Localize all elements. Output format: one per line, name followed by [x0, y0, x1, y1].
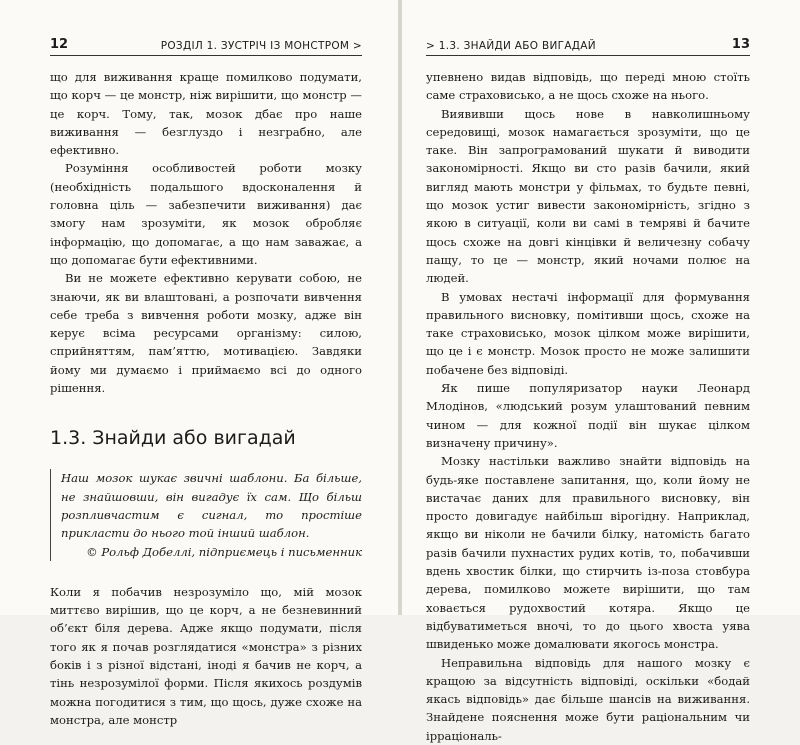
page-number: 12 [50, 37, 69, 52]
paragraph: Коли я побачив незрозуміло що, мій мозок миттєво вирішив, що це корч, а не безневинний об’єкт біля дерева. Адже якщо подумати, після того як я почав розглядатися «монстра» з різних боків і з різної відстані, іноді я бачив не корч, а тінь незрозумілої форми. Після якихось роздумів можна погодитися з тим, що щось, дуже схоже на монстра, але монстр [50, 584, 362, 727]
left-page [0, 0, 398, 727]
epigraph-author: © Рольф Добеллі, підприємець і письменник [86, 544, 362, 559]
right-page [402, 0, 800, 743]
paragraph: що для виживання краще помилково подумати, що корч — це монстр, ніж вирішити, що монстр — це корч. Тому, так, мозок дбає про наше виживання — безглуздо і незграбно, але ефективно. [50, 70, 362, 158]
epigraph [50, 469, 362, 560]
paragraph: упевнено видав відповідь, що переді мною стоїть саме страховисько, а не щось схоже на нього. [426, 70, 750, 103]
section-title: 1.3. Знайди або вигадай [50, 427, 296, 450]
left-page-content [50, 68, 362, 729]
paragraph: В умовах нестачі інформації для формування правильного висновку, помітивши щось, схоже на таке страховисько, мозок цілком може вирішити, що це і є монстр. Мозок просто не може залишити побачене без відповіді. [426, 289, 750, 377]
paragraph: Ви не можете ефективно керувати собою, не знаючи, як ви влаштовані, а розпочати вивчення себе треба з вивчення роботи мозку, адже він керує всіма ресурсами організму: силою, сприйняттям, пам’яттю, мотивацією. Завдяки йому ми думаємо і приймаємо всі до одного рішення. [50, 271, 362, 396]
paragraph: Неправильна відповідь для нашого мозку є кращою за відсутність відповіді, оскільки «бодай якась відповідь» дає більше шансів на виживання. Знайдене пояснення може бути раціональним чи ірраціональ- [426, 655, 750, 743]
right-page-content [426, 68, 750, 745]
running-head: > 1.3. ЗНАЙДИ АБО ВИГАДАЙ [426, 40, 596, 52]
paragraph: Як пише популяризатор науки Леонард Млодінов, «людський розум улаштований певним чином — для кожної події він шукає цілком визначену причину». [426, 381, 750, 450]
page-number: 13 [731, 37, 750, 52]
paragraph: Виявивши щось нове в навколишньому середовищі, мозок намагається зрозуміти, що це таке. Він запрограмований шукати й виводити закономірності. Якщо ви сто разів бачили, який вигляд мають монстри у фільмах, то будьте певні, що мозок устиг вивести закономірність, згідно з якою в ситуації, коли ви самі в темряві й бачите щось схоже на довгі кінцівки й величезну собачу пащу, то це — монстр, який ночами полює на людей. [426, 106, 750, 286]
epigraph-text: Наш мозок шукає звичні шаблони. Ба більше, не знайшовши, він вигадує їх сам. Що більш розпливчастим є сигнал, то простіше прикласти до нього той інший шаблон. [61, 471, 362, 541]
left-page-header [50, 36, 362, 56]
right-page-header [426, 36, 750, 56]
paragraph: Мозку настільки важливо знайти відповідь на будь-яке поставлене запитання, що, коли йому не вистачає даних для правильного висновку, він просто довигадує найбільш вірогідну. Наприклад, якщо ви ніколи не бачили білку, натомість багато разів бачили пухнастих рудих котів, то, побачивши вдень хвостик білки, що стирчить із-поза стовбура дерева, помилково можете вирішити, що там ховається рудохвостий котяра. Якщо це відбуватиметься вночі, то до цього хвоста уява швиденько може домалювати якогось монстра. [426, 454, 750, 652]
running-head: РОЗДІЛ 1. ЗУСТРІЧ ІЗ МОНСТРОМ > [160, 40, 362, 52]
paragraph: Розуміння особливостей роботи мозку (необхідність подальшого вдосконалення й головна ціль — забезпечити виживання) дає змогу нам зрозуміти, як мозок обробляє інформацію, що допомагає, а що нам заважає, а що допомагає бути ефективними. [50, 161, 362, 267]
